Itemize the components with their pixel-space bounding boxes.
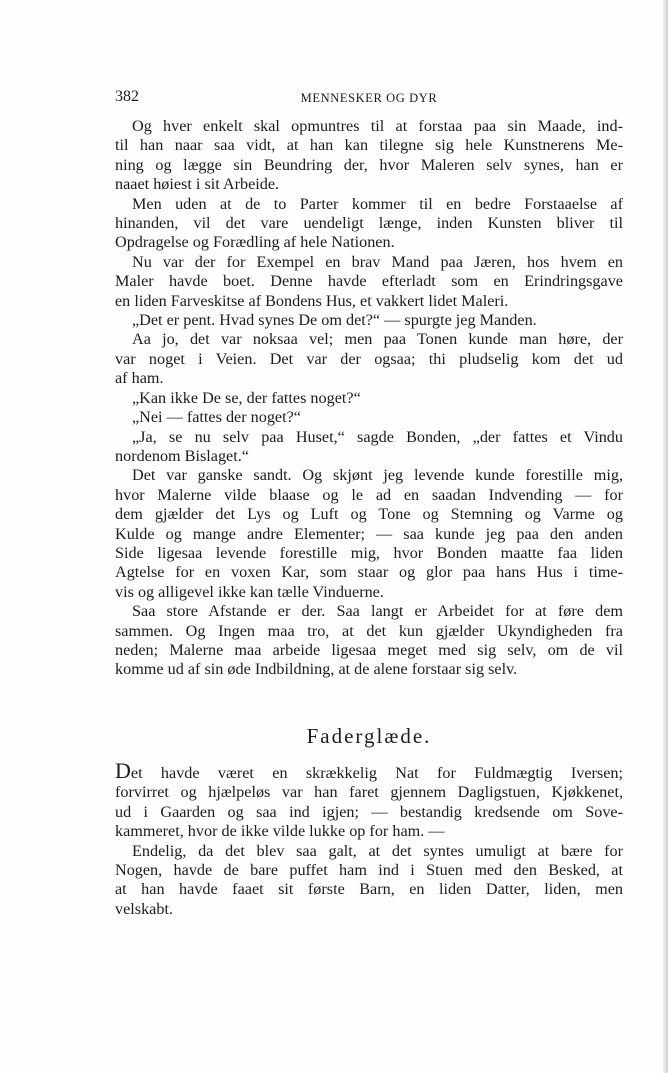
body-text-block-1 (115, 117, 623, 680)
text-line: Nu var der for Exempel en brav Mand paa Jæren, hos hvem en (132, 252, 623, 271)
text-line: forvirret og hjælpeløs var han faret gjennem Dagligstuen, Kjøkkenet, (115, 783, 623, 802)
text-line: hinanden, vil det vare uendeligt længe, inden Kunsten bliver til (115, 214, 623, 233)
text-line: naaet høiest i sit Arbeide. (115, 175, 280, 194)
page-number: 382 (115, 88, 139, 105)
text-line: var noget i Veien. Det var der ogsaa; thi pludselig kom det ud (115, 349, 623, 368)
text-line: „Det er pent. Hvad synes De om det?“ — spurgte jeg Manden. (132, 311, 537, 330)
text-line: Endelig, da det blev saa galt, at det syntes umuligt at bære for (132, 841, 623, 860)
text-line: „Kan ikke De se, der fattes noget?“ (132, 388, 361, 407)
text-line: vis og alligevel ikke kan tælle Vinduerne. (115, 582, 384, 601)
text-line: Det var ganske sandt. Og skjønt jeg levende kunde forestille mig, (132, 466, 623, 485)
chapter-title: Faderglæde. (306, 724, 432, 748)
text-line: dem gjælder det Lys og Luft og Tone og Stemning og Varme og (115, 505, 623, 524)
running-head: MENNESKER OG DYR (300, 91, 438, 105)
page-edge-shadow (663, 0, 668, 1073)
text-line: Opdragelse og Forædling af hele Nationen. (115, 233, 395, 252)
text-line: Kulde og mange andre Elementer; — saa kunde jeg paa den anden (115, 524, 623, 543)
text-line: hvor Malerne vilde blaase og le ad en saadan Indvending — for (115, 485, 623, 504)
body-text-block-2 (115, 758, 623, 919)
text-line: sammen. Og Ingen maa tro, at det kun gjælder Ukyndigheden fra (115, 621, 623, 640)
text-line: til han naar saa vidt, at han kan tilegne sig hele Kunstnerens Me- (115, 136, 623, 155)
text-line: en liden Farveskitse af Bondens Hus, et vakkert lidet Maleri. (115, 291, 509, 310)
text-line: at han havde faaet sit første Barn, en liden Datter, liden, men (115, 880, 623, 899)
text-line: ud i Gaarden og saa ind igjen; — bestandig kredsende om Sove- (115, 802, 623, 821)
text-line: neden; Malerne maa arbeide ligesaa meget med sig selv, om de vil (115, 640, 623, 659)
text-line: Saa store Afstande er der. Saa langt er Arbeidet for at føre dem (132, 602, 623, 621)
text-line: af ham. (115, 369, 164, 388)
text-line: „Nei — fattes der noget?“ (132, 408, 301, 427)
text-line: nordenom Bislaget.“ (115, 446, 249, 465)
text-line: Nogen, havde de bare puffet ham ind i Stuen med den Besked, at (115, 861, 623, 880)
text-line: Og hver enkelt skal opmuntres til at forstaa paa sin Maade, ind- (132, 117, 623, 135)
text-line: ning og lægge sin Beundring der, hvor Maleren selv synes, han er (115, 155, 623, 174)
text-line: Men uden at de to Parter kommer til en bedre Forstaaelse af (132, 194, 623, 213)
text-line: Aa jo, det var noksaa vel; men paa Tonen kunde man høre, der (132, 330, 623, 349)
text-line: Maler havde boet. Denne havde efterladt som en Erindringsgave (115, 272, 623, 291)
text-line: komme ud af sin øde Indbildning, at de alene forstaar sig selv. (115, 660, 518, 679)
drop-cap: D (115, 758, 131, 783)
text-line: Side ligesaa levende forestille mig, hvor Bonden maatte faa liden (115, 543, 623, 562)
first-line-rest: et havde været en skrækkelig Nat for Fuldmægtig Iversen; (130, 764, 623, 782)
text-line: kammeret, hvor de ikke vilde lukke op for ham. — (115, 822, 445, 841)
text-line (115, 758, 623, 783)
text-line: velskabt. (115, 899, 173, 918)
page-header (115, 88, 623, 110)
text-line: „Ja, se nu selv paa Huset,“ sagde Bonden, „der fattes et Vindu (132, 427, 623, 446)
text-line: Agtelse for en voxen Kar, som staar og glor paa hans Hus i time- (115, 563, 623, 582)
